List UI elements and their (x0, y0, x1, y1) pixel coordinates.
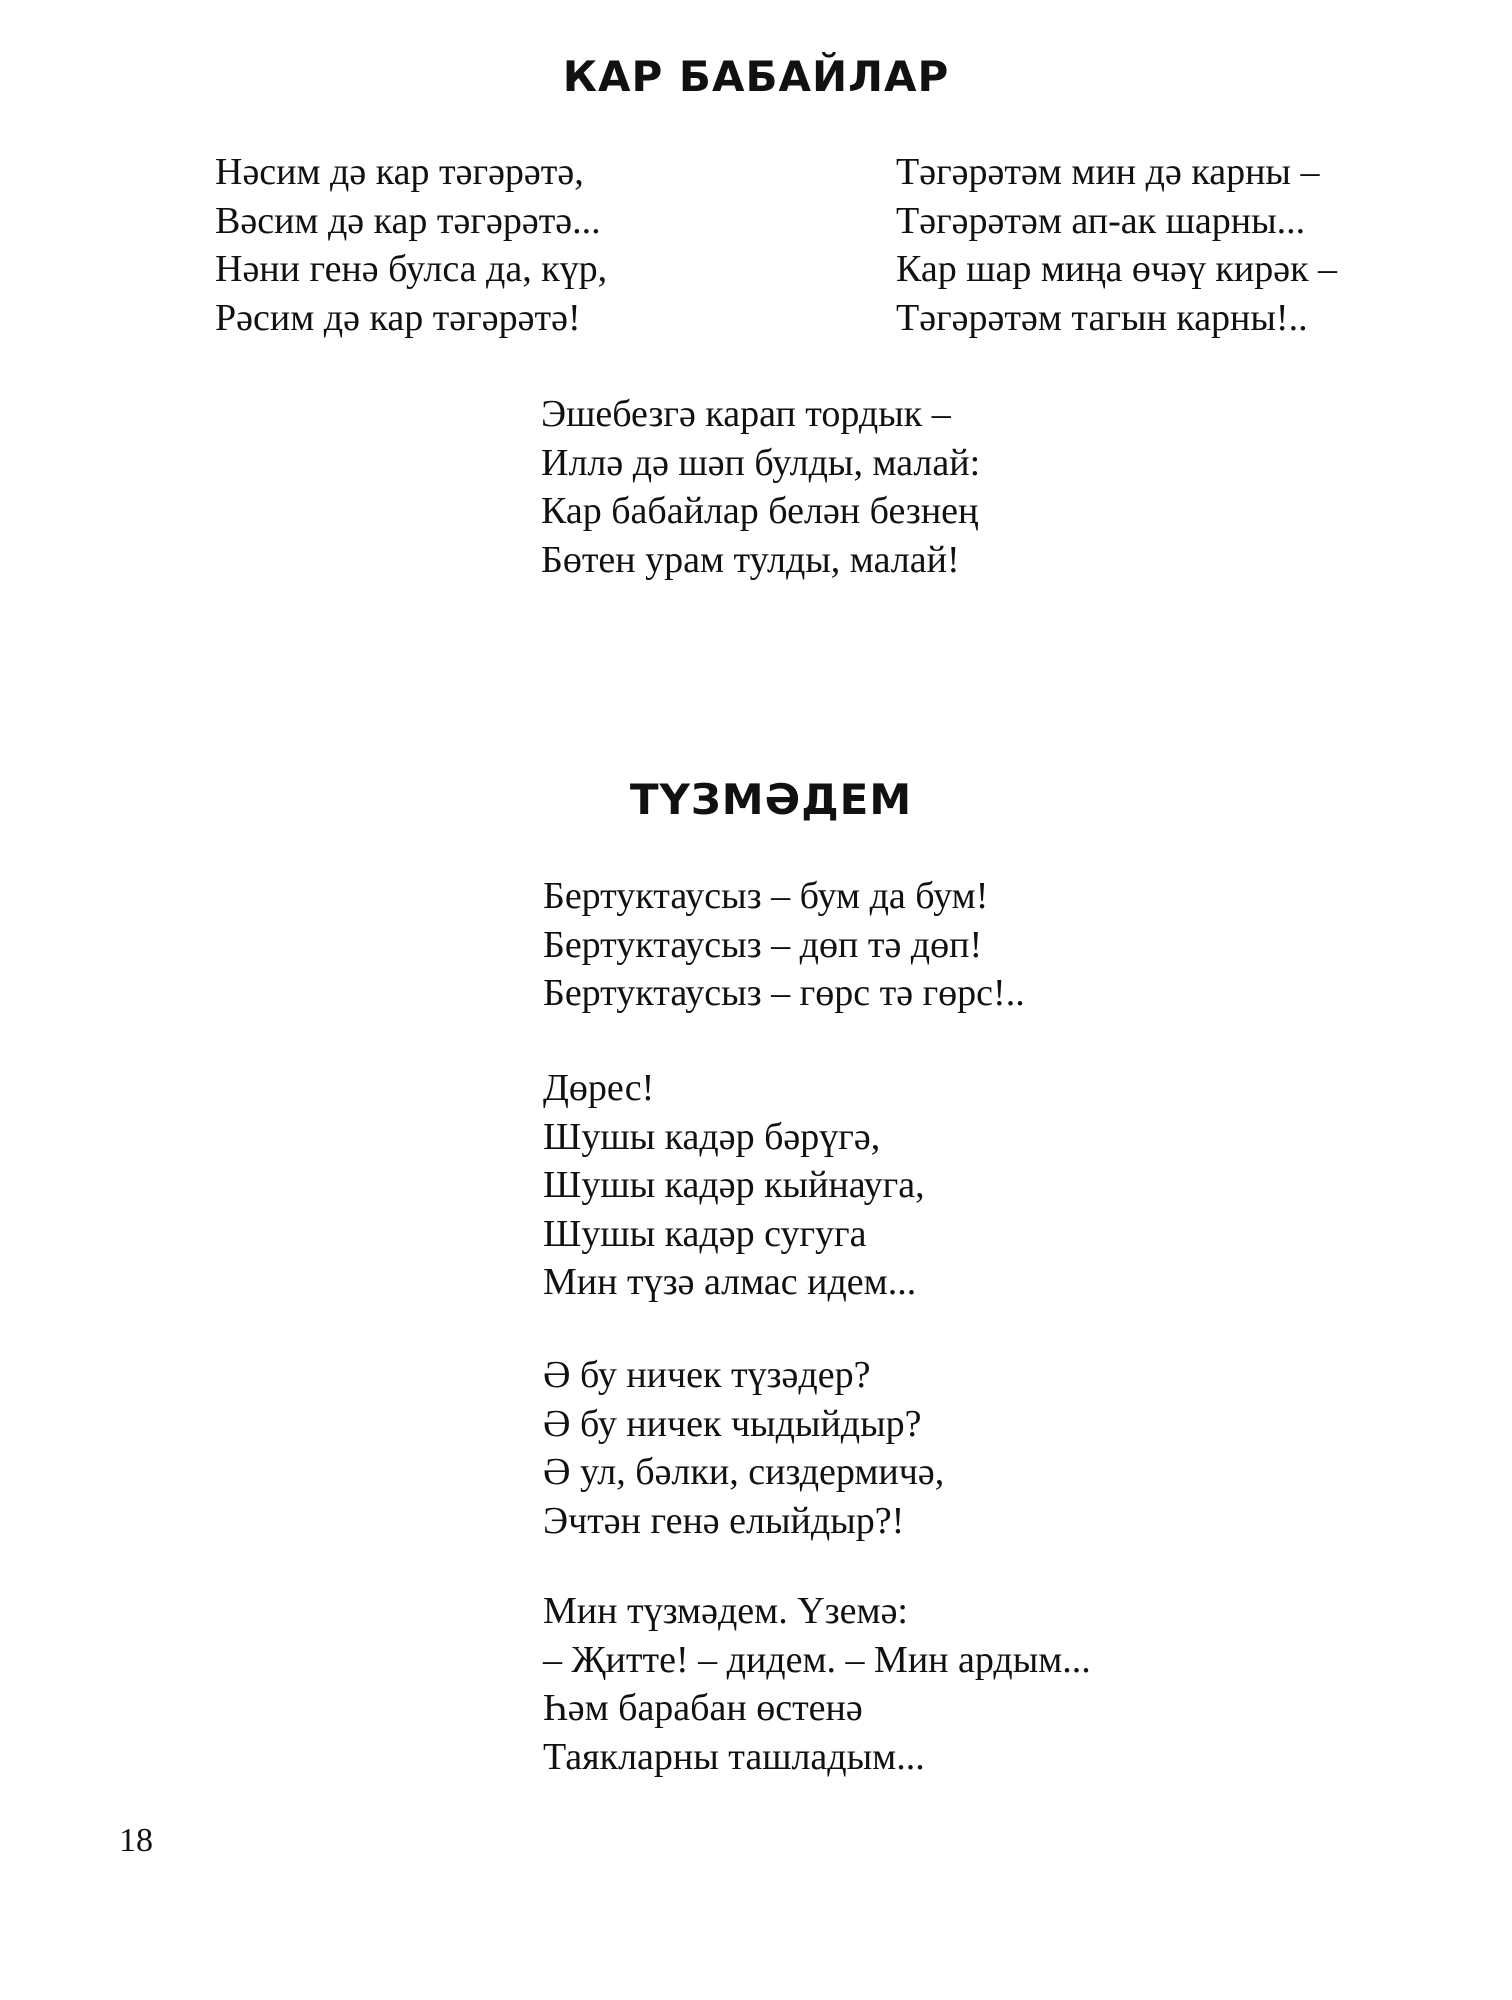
poem1-stanza-right (896, 148, 1337, 342)
poem2-stanza-1 (543, 872, 1025, 1018)
verse-line: Эшебезгә карап тордык – (541, 393, 951, 435)
verse-line: Бертуктаусыз – дөп тә дөп! (543, 923, 983, 966)
poem2-stanza-4 (543, 1587, 1091, 1781)
poem1-title: КАР БАБАЙЛАР (562, 52, 950, 101)
poem2-stanza-3 (543, 1351, 944, 1545)
poem1-stanza-left (215, 148, 607, 342)
verse-line: Һәм барабан өстенә (543, 1687, 863, 1729)
verse-line: Нәсим дә кар тәгәрәтә, (215, 151, 584, 193)
verse-line: Эчтән генә елыйдыр?! (543, 1499, 905, 1542)
verse-line: Бөтен урам тулды, малай! (541, 538, 960, 581)
page-number: 18 (119, 1822, 153, 1859)
verse-line: Бертуктаусыз – бум да бум! (543, 875, 989, 917)
verse-line: Тәгәрәтәм мин дә карны – (896, 151, 1320, 193)
verse-line: Ә бу ничек түзәдер? (543, 1354, 871, 1396)
verse-line: Вәсим дә кар тәгәрәтә... (215, 199, 601, 242)
verse-line: Иллә дә шәп булды, малай: (541, 441, 981, 484)
verse-line: Рәсим дә кар тәгәрәтә! (215, 296, 581, 339)
verse-line: – Җитте! – дидем. – Мин ардым... (543, 1638, 1091, 1681)
verse-line: Ә бу ничек чыдыйдыр? (543, 1402, 922, 1445)
verse-line: Шушы кадәр сугуга (543, 1212, 867, 1255)
verse-line: Мин түзә алмас идем... (543, 1261, 917, 1303)
verse-line: Шушы кадәр бәрүгә, (543, 1115, 881, 1158)
verse-line: Нәни генә булса да, күр, (215, 248, 608, 290)
verse-line: Шушы кадәр кыйнауга, (543, 1164, 925, 1206)
verse-line: Кар бабайлар белән безнең (541, 490, 979, 532)
poem2-stanza-2 (543, 1064, 925, 1307)
verse-line: Ә ул, бәлки, сиздермичә, (543, 1451, 945, 1493)
verse-line: Кар шар миңа өчәү кирәк – (896, 248, 1338, 290)
verse-line: Таякларны ташладым... (543, 1735, 925, 1778)
verse-line: Дөрес! (543, 1067, 655, 1109)
poem2-title: ТҮЗМӘДЕМ (629, 775, 913, 824)
verse-line: Бертуктаусыз – гөрс тә гөрс!.. (543, 972, 1025, 1014)
poem1-stanza-center (541, 390, 980, 584)
verse-line: Мин түзмәдем. Үземә: (543, 1590, 908, 1632)
verse-line: Тәгәрәтәм тагын карны!.. (896, 296, 1308, 339)
verse-line: Тәгәрәтәм ап-ак шарны... (896, 199, 1306, 242)
